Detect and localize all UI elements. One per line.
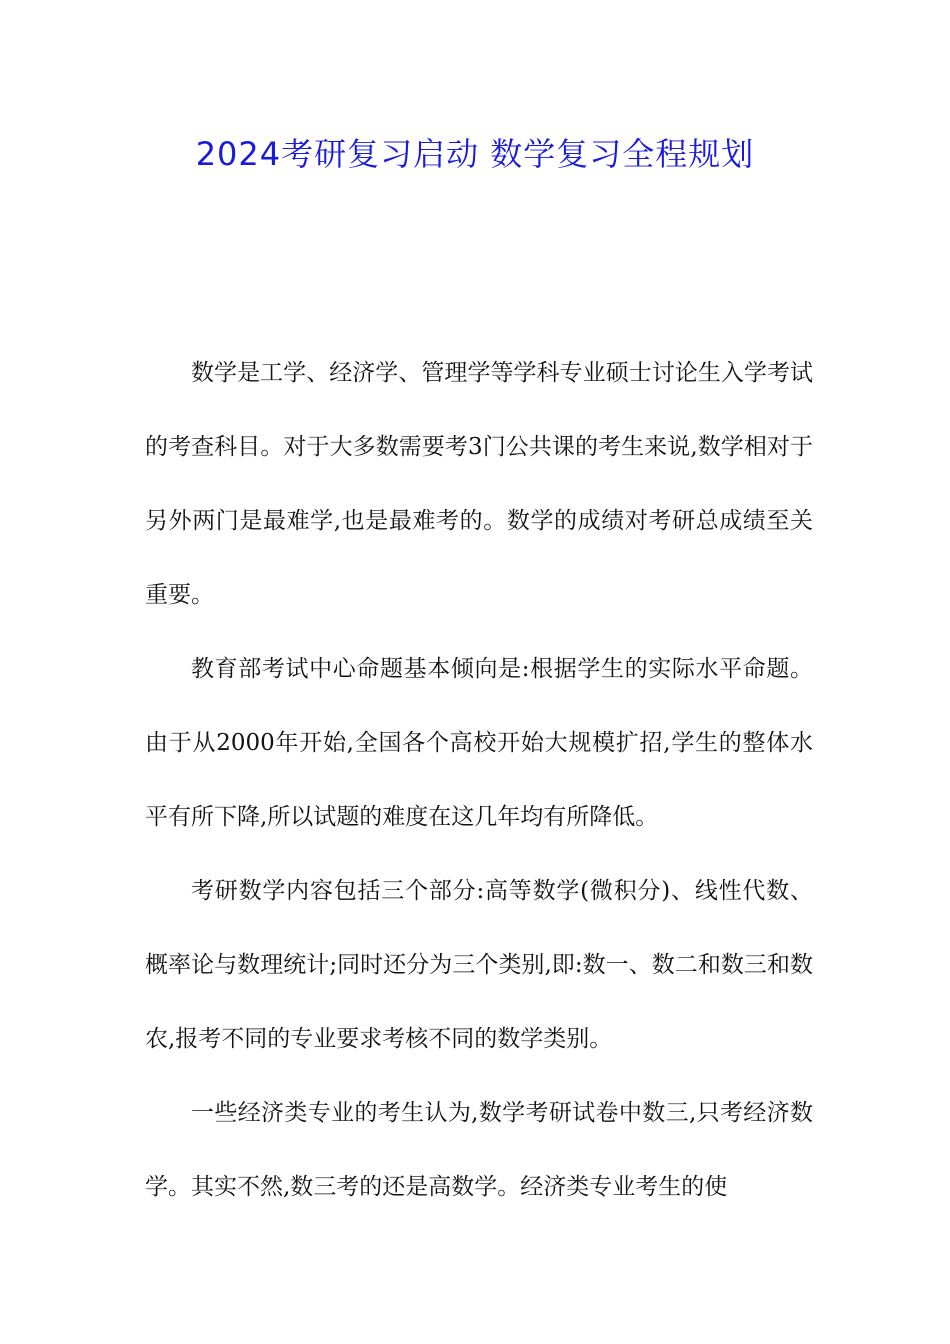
paragraph-2: 教育部考试中心命题基本倾向是:根据学生的实际水平命题。由于从2000年开始,全国各个高校开始大规模扩招,学生的整体水平有所下降,所以试题的难度在这几年均有所降低。 — [145, 656, 813, 830]
paragraph-4: 一些经济类专业的考生认为,数学考研试卷中数三,只考经济数学。其实不然,数三考的还是高数学。经济类专业考生的使 — [145, 1100, 813, 1200]
paragraph-1: 数学是工学、经济学、管理学等学科专业硕士讨论生入学考试的考查科目。对于大多数需要考3门公共课的考生来说,数学相对于另外两门是最难学,也是最难考的。数学的成绩对考研总成绩至关重要。 — [145, 360, 813, 608]
document-body — [145, 336, 813, 1224]
paragraph-3: 考研数学内容包括三个部分:高等数学(微积分)、线性代数、概率论与数理统计;同时还分为三个类别,即:数一、数二和数三和数农,报考不同的专业要求考核不同的数学类别。 — [145, 878, 813, 1052]
document-title: 2024考研复习启动 数学复习全程规划 — [195, 135, 755, 173]
